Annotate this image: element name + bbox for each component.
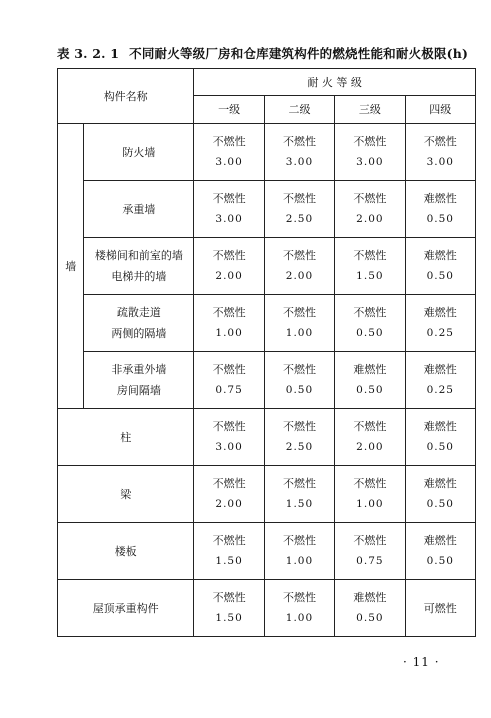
wall-group-label: 墙	[58, 124, 84, 409]
rating-cell	[335, 523, 405, 580]
fire-resistance-hours: 1.50	[215, 555, 243, 567]
fire-resistance-hours: 1.00	[285, 612, 314, 624]
component-name	[84, 238, 194, 295]
component-name-line: 电梯井的墙	[111, 270, 167, 283]
combustibility-text: 不燃性	[212, 420, 246, 433]
component-name-line: 楼梯间和前室的墙	[94, 249, 183, 262]
rating-cell	[194, 295, 264, 352]
combustibility-text: 不燃性	[212, 306, 246, 319]
fire-resistance-hours: 1.00	[285, 327, 314, 339]
table-row	[58, 409, 476, 466]
combustibility-text: 可燃性	[423, 601, 457, 615]
combustibility-text: 不燃性	[212, 135, 246, 148]
combustibility-text: 不燃性	[282, 249, 316, 262]
fire-resistance-hours: 0.50	[426, 498, 454, 510]
rating-cell	[405, 580, 475, 637]
combustibility-text: 不燃性	[282, 363, 316, 376]
table-row	[58, 523, 476, 580]
combustibility-text: 难燃性	[423, 420, 457, 433]
fire-resistance-hours: 2.00	[285, 270, 314, 282]
page-number: · 11 ·	[403, 655, 440, 669]
combustibility-text: 不燃性	[212, 591, 246, 604]
combustibility-text: 不燃性	[353, 306, 387, 319]
component-name: 梁	[58, 466, 194, 523]
fire-resistance-hours: 1.50	[285, 498, 314, 510]
fire-resistance-hours: 1.50	[215, 612, 243, 624]
rating-cell	[194, 352, 264, 409]
combustibility-text: 不燃性	[212, 192, 246, 205]
component-name-line: 疏散走道	[116, 306, 161, 319]
table-caption	[57, 44, 477, 62]
rating-cell	[264, 295, 334, 352]
rating-cell	[405, 295, 475, 352]
rating-cell	[405, 238, 475, 295]
fire-resistance-hours: 2.00	[356, 213, 384, 225]
table-row	[58, 181, 476, 238]
combustibility-text: 难燃性	[423, 249, 457, 262]
combustibility-text: 难燃性	[423, 192, 457, 205]
table-row	[58, 238, 476, 295]
fire-resistance-hours: 0.25	[426, 384, 454, 396]
rating-cell	[335, 238, 405, 295]
combustibility-text: 不燃性	[282, 591, 316, 604]
combustibility-text: 难燃性	[423, 363, 457, 376]
rating-cell	[405, 523, 475, 580]
rating-cell	[194, 580, 264, 637]
component-name-line: 承重墙	[122, 202, 156, 216]
fire-resistance-hours: 0.50	[356, 327, 384, 339]
combustibility-text: 不燃性	[353, 192, 387, 205]
table-row	[58, 124, 476, 181]
fire-resistance-hours: 3.00	[215, 213, 243, 225]
rating-cell	[405, 409, 475, 466]
combustibility-text: 不燃性	[212, 534, 246, 547]
component-name	[84, 295, 194, 352]
rating-cell	[264, 466, 334, 523]
rating-cell	[194, 238, 264, 295]
fire-resistance-hours: 0.50	[356, 612, 384, 624]
rating-cell	[335, 124, 405, 181]
fire-resistance-hours: 2.00	[356, 441, 384, 453]
combustibility-text: 不燃性	[282, 477, 316, 490]
component-name-line: 防火墙	[122, 145, 156, 159]
rating-cell	[264, 580, 334, 637]
rating-cell	[335, 409, 405, 466]
fire-resistance-hours: 0.50	[426, 555, 454, 567]
rating-cell	[405, 181, 475, 238]
rating-cell	[405, 124, 475, 181]
fire-resistance-hours: 0.75	[215, 384, 243, 396]
rating-cell	[335, 466, 405, 523]
component-name-line: 两侧的隔墙	[111, 327, 167, 340]
rating-cell	[264, 352, 334, 409]
fire-resistance-hours: 0.50	[356, 384, 384, 396]
fire-resistance-hours: 1.50	[356, 270, 384, 282]
component-name: 屋顶承重构件	[58, 580, 194, 637]
fire-resistance-hours: 3.00	[426, 156, 454, 168]
fire-resistance-hours: 1.00	[356, 498, 384, 510]
table-row	[58, 352, 476, 409]
combustibility-text: 不燃性	[353, 477, 387, 490]
combustibility-text: 难燃性	[423, 477, 457, 490]
header-level-3: 三级	[335, 96, 405, 124]
rating-cell	[335, 181, 405, 238]
fire-resistance-hours: 3.00	[356, 156, 384, 168]
fire-resistance-hours: 0.50	[426, 441, 454, 453]
component-name: 柱	[58, 409, 194, 466]
fire-resistance-hours: 0.50	[285, 384, 314, 396]
header-level-1: 一级	[194, 96, 264, 124]
rating-cell	[405, 466, 475, 523]
fire-resistance-hours: 2.00	[215, 270, 243, 282]
rating-cell	[335, 295, 405, 352]
rating-cell	[335, 580, 405, 637]
fire-resistance-hours: 3.00	[285, 156, 314, 168]
rating-cell	[264, 523, 334, 580]
component-name	[84, 352, 194, 409]
combustibility-text: 难燃性	[423, 534, 457, 547]
fire-resistance-hours: 2.50	[285, 213, 314, 225]
combustibility-text: 不燃性	[282, 420, 316, 433]
table-row	[58, 466, 476, 523]
fire-resistance-hours: 0.75	[356, 555, 384, 567]
combustibility-text: 不燃性	[282, 306, 316, 319]
rating-cell	[194, 466, 264, 523]
table-row	[58, 295, 476, 352]
rating-cell	[335, 352, 405, 409]
fire-resistance-hours: 1.00	[285, 555, 314, 567]
combustibility-text: 不燃性	[423, 135, 457, 148]
table-title: 不同耐火等级厂房和仓库建筑构件的燃烧性能和耐火极限(h)	[129, 46, 469, 61]
rating-cell	[194, 181, 264, 238]
combustibility-text: 不燃性	[353, 534, 387, 547]
header-level-2: 二级	[264, 96, 334, 124]
header-level-4: 四级	[405, 96, 475, 124]
component-name: 楼板	[58, 523, 194, 580]
table-row	[58, 580, 476, 637]
combustibility-text: 难燃性	[353, 363, 387, 376]
fire-resistance-hours: 3.00	[215, 441, 243, 453]
rating-cell	[264, 238, 334, 295]
table-number: 表 3. 2. 1	[57, 46, 120, 61]
combustibility-text: 不燃性	[212, 363, 246, 376]
component-name-line: 房间隔墙	[116, 384, 161, 397]
fire-rating-table	[57, 68, 476, 637]
fire-resistance-hours: 2.50	[285, 441, 314, 453]
combustibility-text: 不燃性	[353, 249, 387, 262]
rating-cell	[264, 181, 334, 238]
component-name	[84, 124, 194, 181]
combustibility-text: 难燃性	[423, 306, 457, 319]
combustibility-text: 不燃性	[282, 534, 316, 547]
component-name	[84, 181, 194, 238]
rating-cell	[194, 523, 264, 580]
rating-cell	[264, 409, 334, 466]
fire-resistance-hours: 3.00	[215, 156, 243, 168]
combustibility-text: 不燃性	[353, 420, 387, 433]
combustibility-text: 难燃性	[353, 591, 387, 604]
combustibility-text: 不燃性	[353, 135, 387, 148]
combustibility-text: 不燃性	[212, 477, 246, 490]
header-component-name: 构件名称	[58, 69, 194, 124]
component-name-line: 非承重外墙	[111, 363, 167, 376]
fire-resistance-hours: 0.25	[426, 327, 454, 339]
header-fire-rating: 耐 火 等 级	[194, 69, 476, 96]
fire-resistance-hours: 1.00	[215, 327, 243, 339]
rating-cell	[194, 409, 264, 466]
rating-cell	[194, 124, 264, 181]
combustibility-text: 不燃性	[282, 192, 316, 205]
rating-cell	[264, 124, 334, 181]
combustibility-text: 不燃性	[282, 135, 316, 148]
fire-resistance-hours: 0.50	[426, 270, 454, 282]
fire-resistance-hours: 0.50	[426, 213, 454, 225]
rating-cell	[405, 352, 475, 409]
fire-resistance-hours: 2.00	[215, 498, 243, 510]
combustibility-text: 不燃性	[212, 249, 246, 262]
